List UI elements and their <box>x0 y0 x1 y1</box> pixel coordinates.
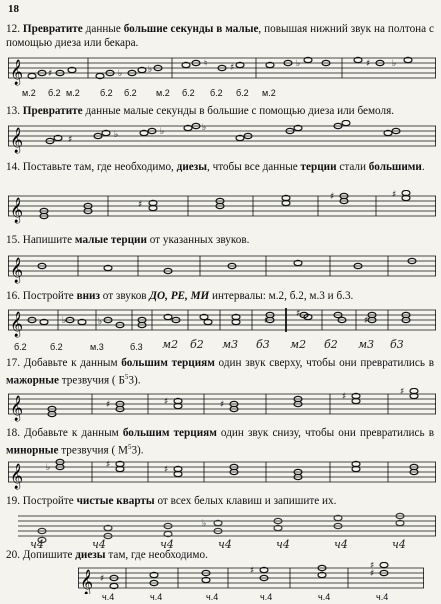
svg-text:♯: ♯ <box>48 69 53 79</box>
handwritten-interval-label: б2 <box>190 338 204 351</box>
svg-text:♭: ♭ <box>118 69 123 79</box>
svg-text:♯: ♯ <box>400 388 405 397</box>
svg-text:♯: ♯ <box>100 574 105 584</box>
interval-label: б.2 <box>124 88 137 98</box>
svg-text:♯: ♯ <box>370 562 375 571</box>
interval-label: б.2 <box>210 88 223 98</box>
svg-text:♯: ♯ <box>364 316 369 326</box>
handwritten-interval-label: б2 <box>324 338 338 351</box>
interval-label: б.3 <box>130 342 143 352</box>
interval-label: м.2 <box>262 88 276 98</box>
svg-text:♯: ♯ <box>230 63 235 73</box>
svg-text:♭: ♭ <box>202 123 207 133</box>
svg-text:𝄞: 𝄞 <box>80 570 94 594</box>
interval-label: б.2 <box>48 88 61 98</box>
interval-label: б.2 <box>14 342 27 352</box>
svg-text:♭: ♭ <box>160 127 165 137</box>
handwritten-interval-label: м3 <box>222 338 239 351</box>
task-14-text: 14. Поставьте там, где необходимо, диезы, чтобы все данные терции стали большими. <box>6 161 425 173</box>
svg-text:♯: ♯ <box>370 569 375 579</box>
task-17-text: 17. Добавьте к данным большим терциям один звук сверху, чтобы они превратились в мажорные трезвучия ( $Б^53$). <box>6 357 434 387</box>
task-13-text: 13. Превратите данные малые секунды в большие с помощью диеза или бемоля. <box>6 105 395 117</box>
handwritten-interval-label: б3 <box>390 338 404 351</box>
svg-text:𝄞: 𝄞 <box>10 396 24 421</box>
svg-text:♯: ♯ <box>250 566 255 576</box>
staff-16 <box>8 304 436 338</box>
svg-text:♯: ♯ <box>164 397 169 407</box>
handwritten-interval-label: ч4 <box>160 538 174 551</box>
svg-text:♯: ♯ <box>366 59 371 69</box>
handwritten-interval-label: ч4 <box>334 538 348 551</box>
svg-text:♭: ♭ <box>392 59 397 69</box>
svg-text:♯: ♯ <box>342 392 347 402</box>
task-18-text: 18. Добавьте к данным большим терциям один звук снизу, чтобы они превратились в минорные трезвучия ( $М^53$). <box>6 427 434 457</box>
staff-15 <box>8 250 436 284</box>
handwritten-interval-label: м2 <box>162 338 179 351</box>
page-number: 18 <box>8 3 19 15</box>
svg-text:♮: ♮ <box>204 59 208 69</box>
svg-text:♯: ♯ <box>68 135 73 145</box>
staff-17 <box>8 388 436 422</box>
staff-12 <box>8 52 436 86</box>
handwritten-interval-label: ч4 <box>218 538 232 551</box>
svg-text:♯: ♯ <box>296 309 301 319</box>
interval-label: м.2 <box>156 88 170 98</box>
task-15-text: 15. Напишите малые терции от указанных звуков. <box>6 234 250 246</box>
interval-label: м.3 <box>90 342 104 352</box>
interval-label: м.2 <box>22 88 36 98</box>
svg-text:♭: ♭ <box>202 519 207 529</box>
svg-text:♯: ♯ <box>392 190 397 200</box>
interval-label: б.2 <box>100 88 113 98</box>
interval-label: м.2 <box>66 88 80 98</box>
svg-text:♭: ♭ <box>296 59 301 69</box>
svg-text:♭: ♭ <box>98 317 103 327</box>
svg-text:𝄞: 𝄞 <box>10 198 24 223</box>
svg-text:♭: ♭ <box>46 463 51 473</box>
svg-text:♯: ♯ <box>106 460 111 470</box>
svg-text:♭: ♭ <box>148 65 153 75</box>
task-12-text: 12. Превратите данные большие секунды в малые, повышая нижний звук на полтона с помощью диеза или бекара. <box>6 23 435 49</box>
svg-text:𝄞: 𝄞 <box>10 258 24 283</box>
interval-label: ч.4 <box>318 592 331 602</box>
handwritten-interval-label: б3 <box>256 338 270 351</box>
svg-text:♯: ♯ <box>106 400 111 410</box>
svg-text:𝄞: 𝄞 <box>10 60 24 85</box>
svg-text:𝄞: 𝄞 <box>10 464 24 489</box>
handwritten-interval-label: м2 <box>290 338 307 351</box>
handwritten-interval-label: ч4 <box>30 538 44 551</box>
svg-text:𝄞: 𝄞 <box>10 128 24 153</box>
handwritten-interval-label: ч4 <box>392 538 406 551</box>
staff-13 <box>8 120 436 154</box>
staff-18 <box>8 456 436 490</box>
interval-label: б.2 <box>236 88 249 98</box>
svg-text:♯: ♯ <box>330 192 335 202</box>
staff-20 <box>78 562 424 594</box>
task-20-text: 20. Допишите диезы там, где необходимо. <box>6 549 208 561</box>
svg-text:♯: ♯ <box>220 400 225 410</box>
svg-text:♯: ♯ <box>138 200 143 210</box>
interval-label: ч.4 <box>376 592 389 602</box>
svg-text:♯: ♯ <box>264 316 269 326</box>
svg-text:𝄞: 𝄞 <box>10 312 24 337</box>
handwritten-interval-label: м3 <box>358 338 375 351</box>
handwritten-interval-label: ч4 <box>276 538 290 551</box>
interval-label: ч.4 <box>150 592 163 602</box>
svg-text:♭: ♭ <box>62 316 67 326</box>
task-16-text: 16. Постройте вниз от звуков ДО, РЕ, МИ интервалы: м.2, б.2, м.3 и б.3. <box>6 290 354 302</box>
interval-label: б.2 <box>182 88 195 98</box>
interval-label: ч.4 <box>102 592 115 602</box>
interval-label: б.2 <box>50 342 63 352</box>
svg-text:♭: ♭ <box>114 130 119 140</box>
interval-label: ч.4 <box>206 592 219 602</box>
interval-label: ч.4 <box>260 592 273 602</box>
svg-text:♯: ♯ <box>164 465 169 475</box>
staff-14 <box>8 190 436 224</box>
task-19-text: 19. Постройте чистые кварты от всех белых клавиш и запишите их. <box>6 495 337 507</box>
handwritten-interval-label: ч4 <box>92 538 106 551</box>
